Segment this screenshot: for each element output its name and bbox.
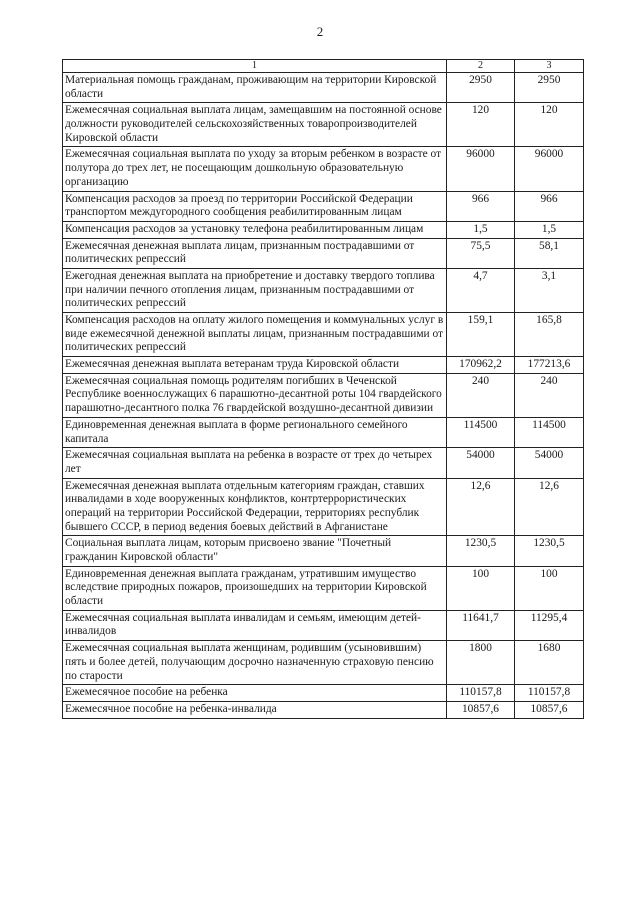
row-name-cell: Компенсация расходов за проезд по территории Российской Федерации транспортом междугородного сообщения реабилитированным лицам bbox=[63, 191, 447, 221]
table-row bbox=[63, 448, 584, 478]
table-row bbox=[63, 701, 584, 718]
table-row bbox=[63, 73, 584, 103]
row-name-cell: Ежемесячная социальная помощь родителям погибших в Чеченской Республике военнослужащих 6 парашютно-десантной роты 104 гвардейского парашютно-десантного полка 76 гвардейской воздушно-десантной дивизии bbox=[63, 373, 447, 417]
row-value-col2: 120 bbox=[447, 103, 515, 147]
row-name-cell: Материальная помощь гражданам, проживающим на территории Кировской области bbox=[63, 73, 447, 103]
row-value-col2: 1800 bbox=[447, 641, 515, 685]
row-name-cell: Ежемесячная социальная выплата на ребенка в возрасте от трех до четырех лет bbox=[63, 448, 447, 478]
row-value-col2: 100 bbox=[447, 566, 515, 610]
table-row bbox=[63, 147, 584, 191]
column-header-3: 3 bbox=[515, 60, 584, 73]
row-value-col2: 110157,8 bbox=[447, 685, 515, 702]
row-value-col2: 170962,2 bbox=[447, 357, 515, 374]
row-value-col3: 120 bbox=[515, 103, 584, 147]
row-value-col3: 177213,6 bbox=[515, 357, 584, 374]
row-value-col3: 1,5 bbox=[515, 221, 584, 238]
budget-table bbox=[62, 59, 584, 719]
row-name-cell: Компенсация расходов за установку телефона реабилитированным лицам bbox=[63, 221, 447, 238]
row-value-col3: 11295,4 bbox=[515, 610, 584, 640]
row-value-col2: 12,6 bbox=[447, 478, 515, 536]
column-header-2: 2 bbox=[447, 60, 515, 73]
row-value-col3: 100 bbox=[515, 566, 584, 610]
row-name-cell: Ежегодная денежная выплата на приобретение и доставку твердого топлива при наличии печного отопления лицам, признанным пострадавшими от политических репрессий bbox=[63, 268, 447, 312]
table-row bbox=[63, 103, 584, 147]
table-row bbox=[63, 641, 584, 685]
row-value-col2: 10857,6 bbox=[447, 701, 515, 718]
row-name-cell: Ежемесячная денежная выплата отдельным категориям граждан, ставших инвалидами в ходе вооруженных конфликтов, контртеррористических операций на территории Российской Федерации, территориях республик бывшего СССР, в период ведения боевых действий в Афганистане bbox=[63, 478, 447, 536]
row-name-cell: Ежемесячное пособие на ребенка-инвалида bbox=[63, 701, 447, 718]
row-value-col2: 159,1 bbox=[447, 313, 515, 357]
row-value-col3: 96000 bbox=[515, 147, 584, 191]
table-row bbox=[63, 685, 584, 702]
row-value-col3: 165,8 bbox=[515, 313, 584, 357]
row-value-col2: 4,7 bbox=[447, 268, 515, 312]
row-name-cell: Компенсация расходов на оплату жилого помещения и коммунальных услуг в виде ежемесячной денежной выплаты лицам, признанным пострадавшими от политических репрессий bbox=[63, 313, 447, 357]
row-value-col3: 58,1 bbox=[515, 238, 584, 268]
table-row bbox=[63, 536, 584, 566]
row-value-col3: 1230,5 bbox=[515, 536, 584, 566]
table-row bbox=[63, 478, 584, 536]
table-row bbox=[63, 313, 584, 357]
row-value-col3: 240 bbox=[515, 373, 584, 417]
row-value-col2: 75,5 bbox=[447, 238, 515, 268]
table-body bbox=[63, 73, 584, 719]
row-name-cell: Ежемесячная денежная выплата лицам, признанным пострадавшими от политических репрессий bbox=[63, 238, 447, 268]
row-value-col3: 1680 bbox=[515, 641, 584, 685]
row-value-col3: 12,6 bbox=[515, 478, 584, 536]
row-value-col3: 3,1 bbox=[515, 268, 584, 312]
table-row bbox=[63, 610, 584, 640]
row-name-cell: Ежемесячное пособие на ребенка bbox=[63, 685, 447, 702]
row-name-cell: Единовременная денежная выплата гражданам, утратившим имущество вследствие природных пожаров, произошедших на территории Кировской области bbox=[63, 566, 447, 610]
table-row bbox=[63, 238, 584, 268]
table-row bbox=[63, 191, 584, 221]
table-row bbox=[63, 268, 584, 312]
row-value-col2: 54000 bbox=[447, 448, 515, 478]
row-value-col3: 966 bbox=[515, 191, 584, 221]
row-value-col2: 114500 bbox=[447, 417, 515, 447]
row-value-col3: 2950 bbox=[515, 73, 584, 103]
row-value-col2: 240 bbox=[447, 373, 515, 417]
row-value-col2: 96000 bbox=[447, 147, 515, 191]
row-value-col3: 10857,6 bbox=[515, 701, 584, 718]
table-row bbox=[63, 417, 584, 447]
row-value-col3: 110157,8 bbox=[515, 685, 584, 702]
page-number: 2 bbox=[316, 24, 324, 39]
row-name-cell: Ежемесячная социальная выплата женщинам, родившим (усыновившим) пять и более детей, получающим досрочно назначенную страховую пенсию по старости bbox=[63, 641, 447, 685]
table-row bbox=[63, 373, 584, 417]
table-row bbox=[63, 357, 584, 374]
row-value-col2: 966 bbox=[447, 191, 515, 221]
table-header-row bbox=[63, 60, 584, 73]
row-value-col2: 11641,7 bbox=[447, 610, 515, 640]
row-value-col3: 114500 bbox=[515, 417, 584, 447]
table-row bbox=[63, 221, 584, 238]
row-value-col2: 1230,5 bbox=[447, 536, 515, 566]
row-value-col2: 1,5 bbox=[447, 221, 515, 238]
row-name-cell: Ежемесячная денежная выплата ветеранам труда Кировской области bbox=[63, 357, 447, 374]
column-header-1: 1 bbox=[63, 60, 447, 73]
row-name-cell: Ежемесячная социальная выплата лицам, замещавшим на постоянной основе должности руководителей сельскохозяйственных товаропроизводителей Кировской области bbox=[63, 103, 447, 147]
row-name-cell: Единовременная денежная выплата в форме регионального семейного капитала bbox=[63, 417, 447, 447]
row-value-col3: 54000 bbox=[515, 448, 584, 478]
table-row bbox=[63, 566, 584, 610]
row-name-cell: Социальная выплата лицам, которым присвоено звание "Почетный гражданин Кировской области" bbox=[63, 536, 447, 566]
row-value-col2: 2950 bbox=[447, 73, 515, 103]
row-name-cell: Ежемесячная социальная выплата инвалидам и семьям, имеющим детей-инвалидов bbox=[63, 610, 447, 640]
row-name-cell: Ежемесячная социальная выплата по уходу за вторым ребенком в возрасте от полутора до трех лет, не посещающим дошкольную образовательную организацию bbox=[63, 147, 447, 191]
